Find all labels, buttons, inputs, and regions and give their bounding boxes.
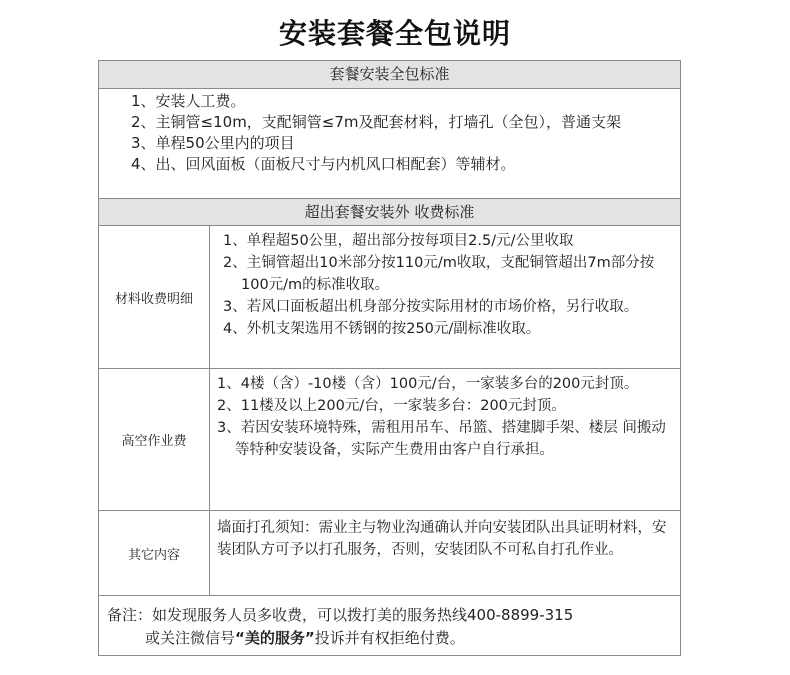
footnote-suffix: 投诉并有权拒绝付费。: [314, 629, 465, 647]
list-item: 2、11楼及以上200元/台，一家装多台：200元封顶。: [217, 398, 566, 414]
table-row-other: [99, 511, 680, 596]
row-label: 其它内容: [99, 511, 210, 595]
extra-fee-header: 超出套餐安装外 收费标准: [99, 198, 680, 226]
row-label: 材料收费明细: [99, 226, 210, 368]
list-item: 3、若因安装环境特殊，需租用吊车、吊篮、搭建脚手架、楼层 间搬动等特种安装设备，实际产生费用由客户自行承担。: [217, 420, 666, 458]
table-row-high-altitude: [99, 369, 680, 511]
footnote-line-1: 备注：如发现服务人员多收费，可以拨打美的服务热线400-8899-315: [107, 606, 574, 624]
pricing-table: [98, 60, 681, 656]
package-header: 套餐安装全包标准: [99, 61, 680, 89]
list-item: 2、主铜管超出10米部分按110元/m收取，支配铜管超出7m部分按100元/m的标准收取。: [223, 255, 655, 293]
table-row-materials: [99, 226, 680, 369]
list-item: 1、单程超50公里，超出部分按每项目2.5/元/公里收取: [223, 233, 574, 249]
list-item: 3、若风口面板超出机身部分按实际用材的市场价格，另行收取。: [223, 299, 639, 315]
footnote-line-2: [107, 627, 677, 650]
list-item: 1、4楼（含）-10楼（含）100元/台，一家装多台的200元封顶。: [217, 376, 639, 392]
list-item: 3、单程50公里内的项目: [131, 134, 295, 152]
footnote-prefix: 或关注微信号: [145, 629, 236, 647]
list-item: 1、安装人工费。: [131, 92, 246, 110]
package-list: [131, 91, 671, 175]
list-item: 4、外机支架选用不锈钢的按250元/副标准收取。: [223, 321, 541, 337]
row-content: 墙面打孔须知：需业主与物业沟通确认并向安装团队出具证明材料，安装团队方可予以打孔服务，否则，安装团队不可私自打孔作业。: [217, 520, 667, 558]
wechat-account-name: “美的服务”: [235, 629, 315, 647]
page-title: 安装套餐全包说明: [278, 17, 511, 50]
row-content: [223, 230, 681, 340]
row-label: 高空作业费: [99, 369, 210, 510]
row-content: [217, 373, 675, 461]
list-item: 4、出、回风面板（面板尺寸与内机风口相配套）等辅材。: [131, 155, 516, 173]
footnote: [107, 604, 677, 650]
list-item: 2、主铜管≤10m，支配铜管≤7m及配套材料，打墙孔（全包），普通支架: [131, 113, 622, 131]
